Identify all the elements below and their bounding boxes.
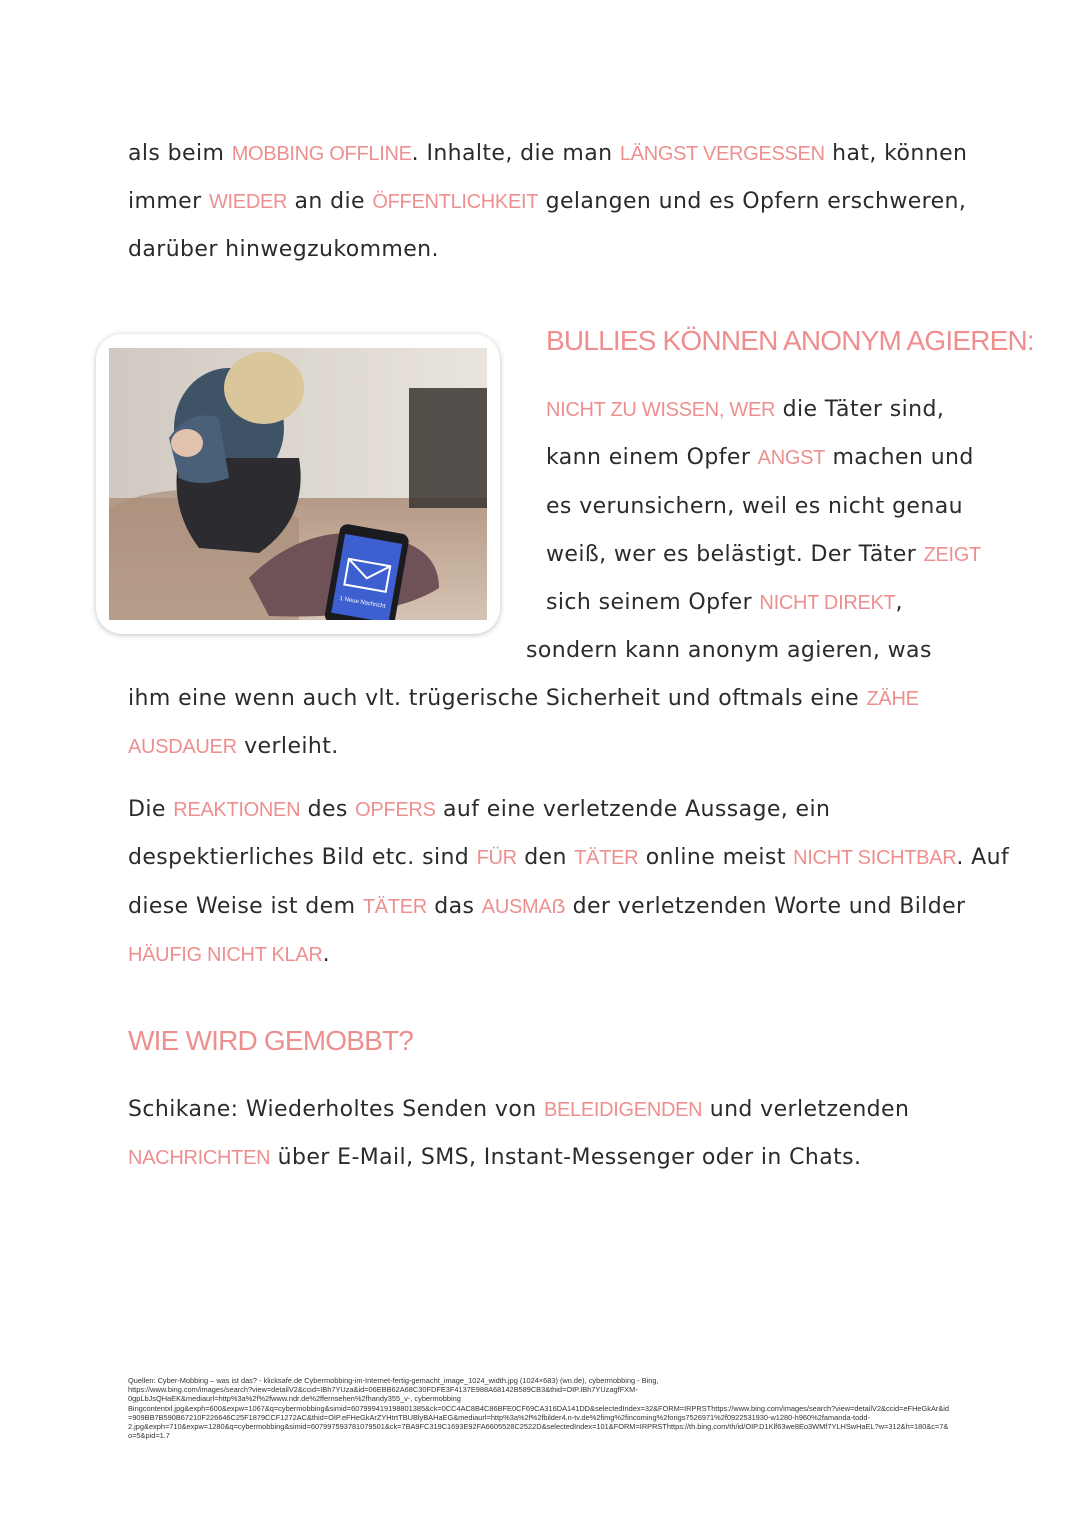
text-span: es verunsichern, weil es nicht genau	[546, 494, 963, 519]
text-span: Schikane: Wiederholtes Senden von	[128, 1097, 544, 1122]
text-span: über E-Mail, SMS, Instant-Messenger oder in Chats.	[270, 1145, 862, 1170]
phone-notification-text: 1 Neue Nachricht	[339, 595, 386, 610]
section-heading: WIE WIRD GEMOBBT?	[128, 1025, 414, 1056]
text-span: und verletzenden	[702, 1097, 910, 1122]
text-span: gelangen und es Opfern erschweren,	[538, 189, 967, 214]
text-span: weiß, wer es belästigt. Der Täter	[546, 542, 924, 567]
text-span: sich seinem Opfer	[546, 590, 760, 615]
text-line	[128, 942, 330, 967]
photo-sad-person-with-phone	[109, 348, 487, 620]
text-line	[546, 445, 974, 470]
highlight-text: REAKTIONEN	[173, 799, 301, 821]
text-span: als beim	[128, 141, 232, 166]
text-span: machen und	[825, 445, 974, 470]
text-span: auf eine verletzende Aussage, ein	[435, 797, 831, 822]
text-line	[128, 1097, 909, 1122]
sources-line: Quellen: Cyber-Mobbing – was ist das? - klicksafe.de Cybermobbing-im-Internet-fertig-gemacht_image_1024_width.jpg (1024×683) (wn.de), cybermobbing - Bing,	[128, 1376, 659, 1385]
highlight-text: TÄTER	[362, 896, 427, 918]
text-line	[526, 638, 932, 663]
text-line	[546, 397, 944, 422]
text-line	[128, 141, 967, 166]
sources-line: https://www.bing.com/images/search?view=detailV2&ccid=IBh7YUza&id=06EBB62A68C30FDFE3F4137E988A68142B589CB3&thid=OIP.IBh7YUzagfFXM-	[128, 1385, 638, 1395]
highlight-text: NACHRICHTEN	[128, 1147, 271, 1169]
highlight-text: ANGST	[757, 447, 826, 469]
highlight-text: ZEIGT	[923, 544, 981, 566]
highlight-text: ÖFFENTLICHKEIT	[372, 191, 539, 213]
text-span: . Auf	[956, 845, 1010, 870]
text-span: diese Weise ist dem	[128, 894, 363, 919]
highlight-text: OPFERS	[355, 799, 436, 821]
text-span: die Täter sind,	[775, 397, 945, 422]
text-line	[128, 845, 1009, 870]
text-line	[546, 590, 903, 615]
text-span: .	[322, 942, 330, 967]
highlight-text: NICHT ZU WISSEN, WER	[546, 399, 776, 421]
text-span: . Inhalte, die man	[411, 141, 620, 166]
highlight-text: NICHT DIREKT	[759, 592, 896, 614]
text-line	[546, 542, 981, 567]
highlight-text: LÄNGST VERGESSEN	[619, 143, 825, 165]
highlight-text: TÄTER	[574, 847, 639, 869]
text-span: kann einem Opfer	[546, 445, 758, 470]
text-line	[128, 797, 830, 822]
sources-line: 0gpLbJsQHaEK&mediaurl=http%3a%2f%2fwww.ndr.de%2ffernsehen%2fhandy355_v-, cybermobbing	[128, 1394, 461, 1404]
section-heading: BULLIES KÖNNEN ANONYM AGIEREN:	[546, 325, 1034, 356]
text-span: ,	[895, 590, 903, 615]
text-span: immer	[128, 189, 209, 214]
highlight-text: AUSDAUER	[128, 736, 237, 758]
text-span: den	[516, 845, 575, 870]
text-span: der verletzenden Worte und Bilder	[565, 894, 966, 919]
text-line	[128, 894, 966, 919]
highlight-text: FÜR	[476, 847, 517, 869]
text-line	[128, 189, 966, 214]
highlight-text: HÄUFIG NICHT KLAR	[128, 944, 323, 966]
photo-frame	[96, 334, 500, 634]
text-span: Die	[128, 797, 174, 822]
text-span: an die	[287, 189, 373, 214]
text-span: hat, können	[824, 141, 968, 166]
text-span: verleiht.	[236, 734, 339, 759]
text-line	[128, 237, 439, 262]
text-line	[546, 494, 963, 519]
highlight-text: NICHT SICHTBAR	[793, 847, 957, 869]
sources-line: Bingcontentxl.jpg&exph=600&expw=1067&q=cybermobbing&simid=607999419198801385&ck=0CC4AC8B4C86BFE0CF69CA316DA141DD&selectedIndex=32&FORM=IRPRSThttps://www.bing.com/images/search?view=detailV2&ccid=eFHeGkAr&id=909BB7B590B67210F226646C25F1879CCF1272AC&thid=OIP.eFHeGkArZYHtrtTBUBlyBAHaEG&mediaurl=http%3a%2f%2fbilder4.n-tv.de%2fimg%2fincoming%2forigs7526971%2f0922531930-w1280-h960%2famanda-todd-	[128, 1403, 950, 1422]
highlight-text: MOBBING OFFLINE	[231, 143, 412, 165]
sources-line: 2.jpg&exph=710&expw=1280&q=cybermobbing&simid=607997593781079501&ck=7BA9FC319C1693E92FA6605528C2522D&selectedIndex=101&FORM=IRPRSThttps://th.bing.com/th/id/OIP.D1Klf63we8Eo3WMf7YLHSwHaEL?w=312&h=180&c=7&o=5&pid=1.7	[128, 1422, 949, 1441]
text-span: das	[426, 894, 482, 919]
text-span: online meist	[638, 845, 794, 870]
highlight-text: WIEDER	[208, 191, 288, 213]
text-line	[128, 686, 919, 711]
text-span: sondern kann anonym agieren, was	[526, 638, 932, 663]
text-span: des	[300, 797, 356, 822]
text-span: ihm eine wenn auch vlt. trügerische Sicherheit und oftmals eine	[128, 686, 867, 711]
highlight-text: ZÄHE	[866, 688, 919, 710]
text-line	[128, 1145, 861, 1170]
highlight-text: BELEIDIGENDEN	[543, 1099, 703, 1121]
text-span: darüber hinwegzukommen.	[128, 237, 439, 262]
text-span: despektierliches Bild etc. sind	[128, 845, 477, 870]
sources-footnote	[128, 1376, 952, 1440]
highlight-text: AUSMAẞ	[481, 896, 566, 918]
text-line	[128, 734, 339, 759]
